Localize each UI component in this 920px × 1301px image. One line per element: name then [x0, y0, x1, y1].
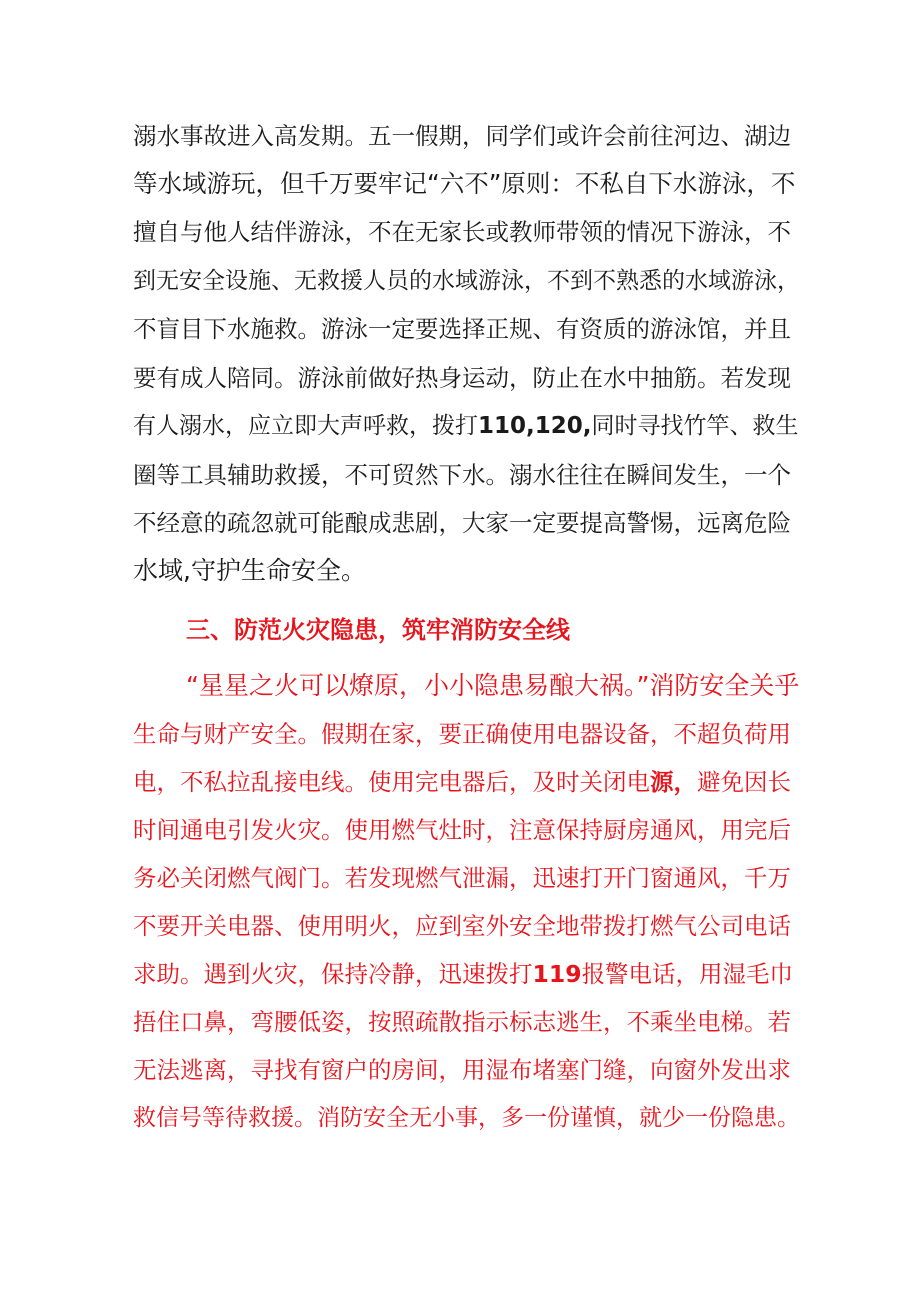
paragraph-line: 等水域游玩，但千万要牢记“六不”原则：不私自下水游泳，不 [133, 169, 796, 198]
paragraph-line: 不要开关电器、使用明火，应到室外安全地带拨打燃气公司电话 [133, 912, 791, 940]
fire-emergency-number: 119 [532, 960, 582, 988]
paragraph-line: 水域,守护生命安全。 [133, 556, 366, 585]
power-line-after: 避免因长 [697, 768, 791, 796]
paragraph-line: 不盲目下水施救。游泳一定要选择正规、有资质的游泳馆，并且 [133, 315, 791, 343]
emergency-line-after: 同时寻找竹竿、救生 [591, 413, 799, 439]
emergency-line-before: 有人溺水，应立即大声呼救，拨打 [133, 413, 478, 439]
paragraph-line: “星星之火可以燎原，小小隐患易酿大祸。”消防安全关乎 [186, 671, 800, 700]
paragraph-line: 要有成人陪同。游泳前做好热身运动，防止在水中抽筋。若发现 [133, 364, 791, 392]
paragraph-line: 不经意的疏忽就可能酿成悲剧，大家一定要提高警惕，远离危险 [133, 509, 791, 537]
paragraph-line: 务必关闭燃气阀门。若发现燃气泄漏，迅速打开门窗通风，千万 [133, 864, 791, 892]
power-line-bold: 源， [650, 768, 697, 796]
emergency-numbers: 110,120, [478, 413, 592, 439]
paragraph-line: 无法逃离，寻找有窗户的房间，用湿布堵塞门缝，向窗外发出求 [133, 1056, 791, 1084]
paragraph-line: 溺水事故进入高发期。五一假期，同学们或许会前往河边、湖边 [133, 122, 791, 150]
paragraph-line: 时间通电引发火灾。使用燃气灶时，注意保持厨房通风，用完后 [133, 816, 791, 844]
emergency-numbers-line [133, 410, 799, 442]
section-heading: 三、防范火灾隐患，筑牢消防安全线 [186, 616, 570, 644]
fire-line-before: 求助。遇到火灾，保持冷静，迅速拨打 [133, 960, 533, 988]
paragraph-line: 擅自与他人结伴游泳，不在无家长或教师带领的情况下游泳，不 [133, 218, 791, 246]
paragraph-line: 圈等工具辅助救援，不可贸然下水。溺水往往在瞬间发生，一个 [133, 461, 791, 489]
paragraph-line: 生命与财产安全。假期在家，要正确使用电器设备，不超负荷用 [133, 720, 791, 748]
power-line-before: 电，不私拉乱接电线。使用完电器后，及时关闭电 [133, 768, 650, 796]
fire-line-after: 报警电话，用湿毛巾 [581, 960, 794, 988]
fire-emergency-line [133, 958, 793, 990]
paragraph-line: 到无安全设施、无救援人员的水域游泳，不到不熟悉的水域游泳， [133, 268, 800, 294]
paragraph-line: 捂住口鼻，弯腰低姿，按照疏散指示标志逃生，不乘坐电梯。若 [133, 1008, 791, 1036]
paragraph-line: 救信号等待救援。消防安全无小事，多一份谨慎，就少一份隐患。 [133, 1105, 800, 1131]
power-line [133, 766, 791, 798]
